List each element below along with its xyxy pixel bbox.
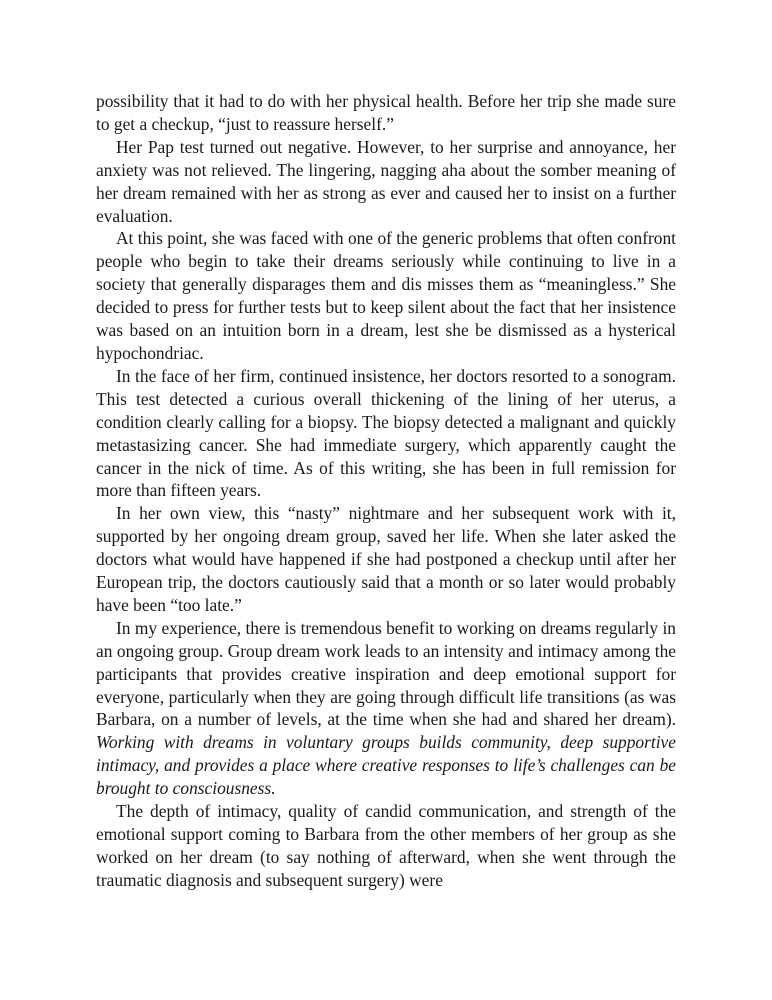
paragraph-continuation: possibility that it had to do with her physical health. Before her trip she made sure to get a checkup, “just to reassure herself.” [96, 91, 676, 134]
document-page [96, 90, 676, 892]
paragraph-experience [96, 617, 676, 800]
paragraph-own-view: In her own view, this “nasty” nightmare and her subsequent work with it, supported by her ongoing dream group, saved her life. When she later asked the doctors what would have happened if she had postponed a checkup until after her European trip, the doctors cautiously said that a month or so later would probably have been “too late.” [96, 503, 676, 615]
paragraph-generic-problems: At this point, she was faced with one of the generic problems that often confront people who begin to take their dreams seriously while continuing to live in a society that generally disparages them and dis misses them as “meaningless.” She decided to press for further tests but to keep silent about the fact that her insistence was based on an intuition born in a dream, lest she be dismissed as a hysterical hypochondriac. [96, 228, 676, 363]
paragraph-depth-of-intimacy: The depth of intimacy, quality of candid communication, and strength of the emotional support coming to Barbara from the other members of her group as she worked on her dream (to say nothing of afterward, when she went through the traumatic diagnosis and subsequent surgery) were [96, 801, 676, 890]
paragraph-sonogram: In the face of her firm, continued insistence, her doctors resorted to a sonogram. This test detected a curious overall thickening of the lining of her uterus, a condition clearly calling for a biopsy. The biopsy detected a malignant and quickly metastasizing cancer. She had immediate surgery, which apparently caught the cancer in the nick of time. As of this writing, she has been in full remission for more than fifteen years. [96, 365, 676, 501]
paragraph-experience-text: In my experience, there is tremendous benefit to working on dreams regularly in an ongoing group. Group dream work leads to an intensity and intimacy among the participants that provides creative inspiration and deep emotional support for everyone, particularly when they are going through difficult life transitions (as was Barbara, on a number of levels, at the time when she had and shared her dream). [96, 617, 676, 730]
paragraph-pap-test: Her Pap test turned out negative. However, to her surprise and annoyance, her anxiety was not relieved. The lingering, nagging aha about the somber meaning of her dream remained with her as strong as ever and caused her to insist on a further evaluation. [96, 136, 676, 226]
paragraph-experience-italic: Working with dreams in voluntary groups builds community, deep supportive intimacy, and provides a place where creative responses to life’s challenges can be brought to consciousness. [96, 732, 676, 799]
